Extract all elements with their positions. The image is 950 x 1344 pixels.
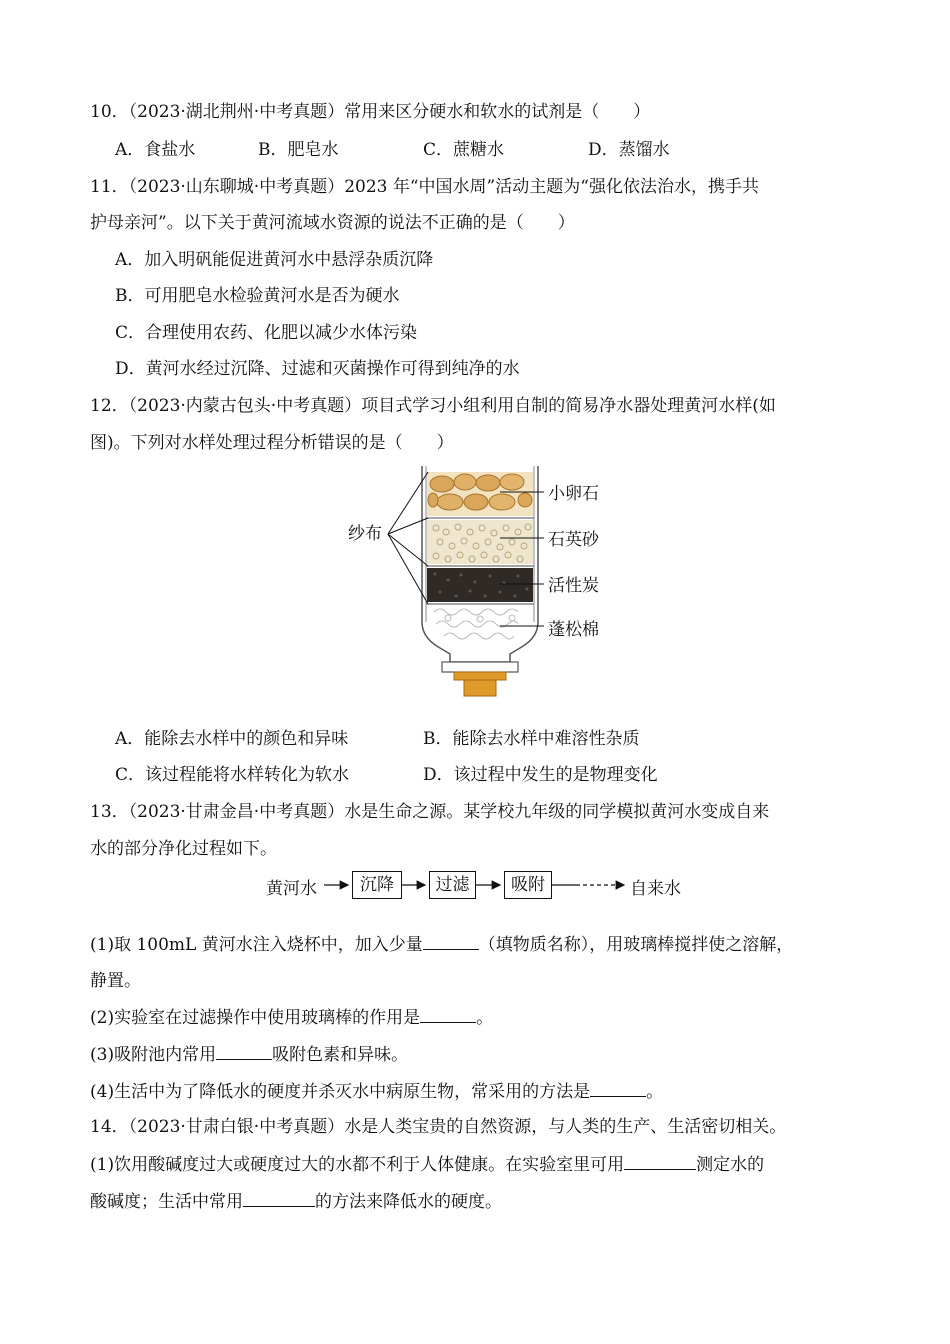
q10-option-a: A．食盐水 [115, 140, 196, 160]
flow-step-filtration: 过滤 [429, 871, 476, 899]
pebble-label: 小卵石 [548, 484, 599, 504]
q13-sub4: (4)生活中为了降低水的硬度并杀灭水中病原生物，常采用的方法是 。 [90, 1082, 664, 1102]
q13-sub2: (2)实验室在过滤操作中使用玻璃棒的作用是 。 [90, 1008, 494, 1028]
q10-stem: 10．（2023·湖北荆州·中考真题）常用来区分硬水和软水的试剂是（ ） [90, 102, 651, 122]
q12-option-d: D．该过程中发生的是物理变化 [423, 765, 658, 785]
q13-stem-line1: 13．（2023·甘肃金昌·中考真题）水是生命之源。某学校九年级的同学模拟黄河水变成自来 [90, 802, 770, 822]
q12-option-a: A．能除去水样中的颜色和异味 [115, 729, 349, 749]
q14-sub1-line1: (1)饮用酸碱度过大或硬度过大的水都不利于人体健康。在实验室里可用 测定水的 [90, 1155, 765, 1175]
q11-stem-line1: 11．（2023·山东聊城·中考真题）2023 年“中国水周”活动主题为“强化依法治水，携手共 [90, 177, 759, 197]
q11-option-b: B．可用肥皂水检验黄河水是否为硬水 [115, 286, 400, 306]
q12-stem-line2: 图)。下列对水样处理过程分析错误的是（ ） [90, 433, 454, 453]
q12-option-c: C．该过程能将水样转化为软水 [115, 765, 350, 785]
q13-stem-line2: 水的部分净化过程如下。 [90, 839, 277, 859]
q13-sub3: (3)吸附池内常用 吸附色素和异味。 [90, 1045, 409, 1065]
q11-stem-line2: 护母亲河”。以下关于黄河流域水资源的说法不正确的是（ ） [90, 213, 575, 233]
q11-option-c: C．合理使用农药、化肥以减少水体污染 [115, 323, 418, 343]
answer-blank[interactable] [420, 1006, 476, 1023]
flow-step-adsorption: 吸附 [504, 871, 552, 899]
answer-blank[interactable] [590, 1080, 646, 1097]
answer-blank[interactable] [216, 1043, 272, 1060]
q12-stem-line1: 12．（2023·内蒙古包头·中考真题）项目式学习小组利用自制的简易净水器处理黄河水样(如 [90, 396, 776, 416]
pebble-layer [427, 472, 533, 516]
q13-sub1-line1: (1)取 100mL 黄河水注入烧杯中，加入少量 （填物质名称），用玻璃棒搅拌使之溶解， [90, 935, 794, 955]
flow-start: 黄河水 [266, 879, 317, 899]
q10-option-d: D．蒸馏水 [588, 140, 670, 160]
activated-carbon-layer [427, 568, 533, 602]
gauze-label: 纱布 [348, 524, 382, 544]
quartz-sand-layer [427, 520, 533, 564]
q11-option-d: D．黄河水经过沉降、过滤和灭菌操作可得到纯净的水 [115, 359, 520, 379]
fluffy-cotton-label: 蓬松棉 [548, 620, 599, 640]
purification-flow [260, 868, 700, 902]
answer-blank[interactable] [423, 933, 479, 950]
q11-option-a: A．加入明矾能促进黄河水中悬浮杂质沉降 [115, 250, 434, 270]
q10-option-b: B．肥皂水 [258, 140, 339, 160]
answer-blank[interactable] [243, 1190, 315, 1207]
answer-blank[interactable] [624, 1153, 696, 1170]
cap-ring [454, 672, 506, 680]
quartz-sand-label: 石英砂 [548, 530, 599, 550]
activated-carbon-label: 活性炭 [548, 576, 599, 596]
q12-option-b: B．能除去水样中难溶性杂质 [423, 729, 640, 749]
flow-end: 自来水 [630, 879, 681, 899]
bottle-cap [442, 662, 518, 672]
fluffy-cotton-layer [434, 609, 518, 639]
q14-sub1-line2: 酸碱度；生活中常用 的方法来降低水的硬度。 [90, 1192, 502, 1212]
cap-spout [464, 680, 496, 696]
q13-sub1-line2: 静置。 [90, 971, 141, 991]
q10-option-c: C．蔗糖水 [423, 140, 505, 160]
q14-stem: 14．（2023·甘肃白银·中考真题）水是人类宝贵的自然资源，与人类的生产、生活密切相关。 [90, 1117, 787, 1137]
flow-step-sedimentation: 沉降 [352, 871, 402, 899]
